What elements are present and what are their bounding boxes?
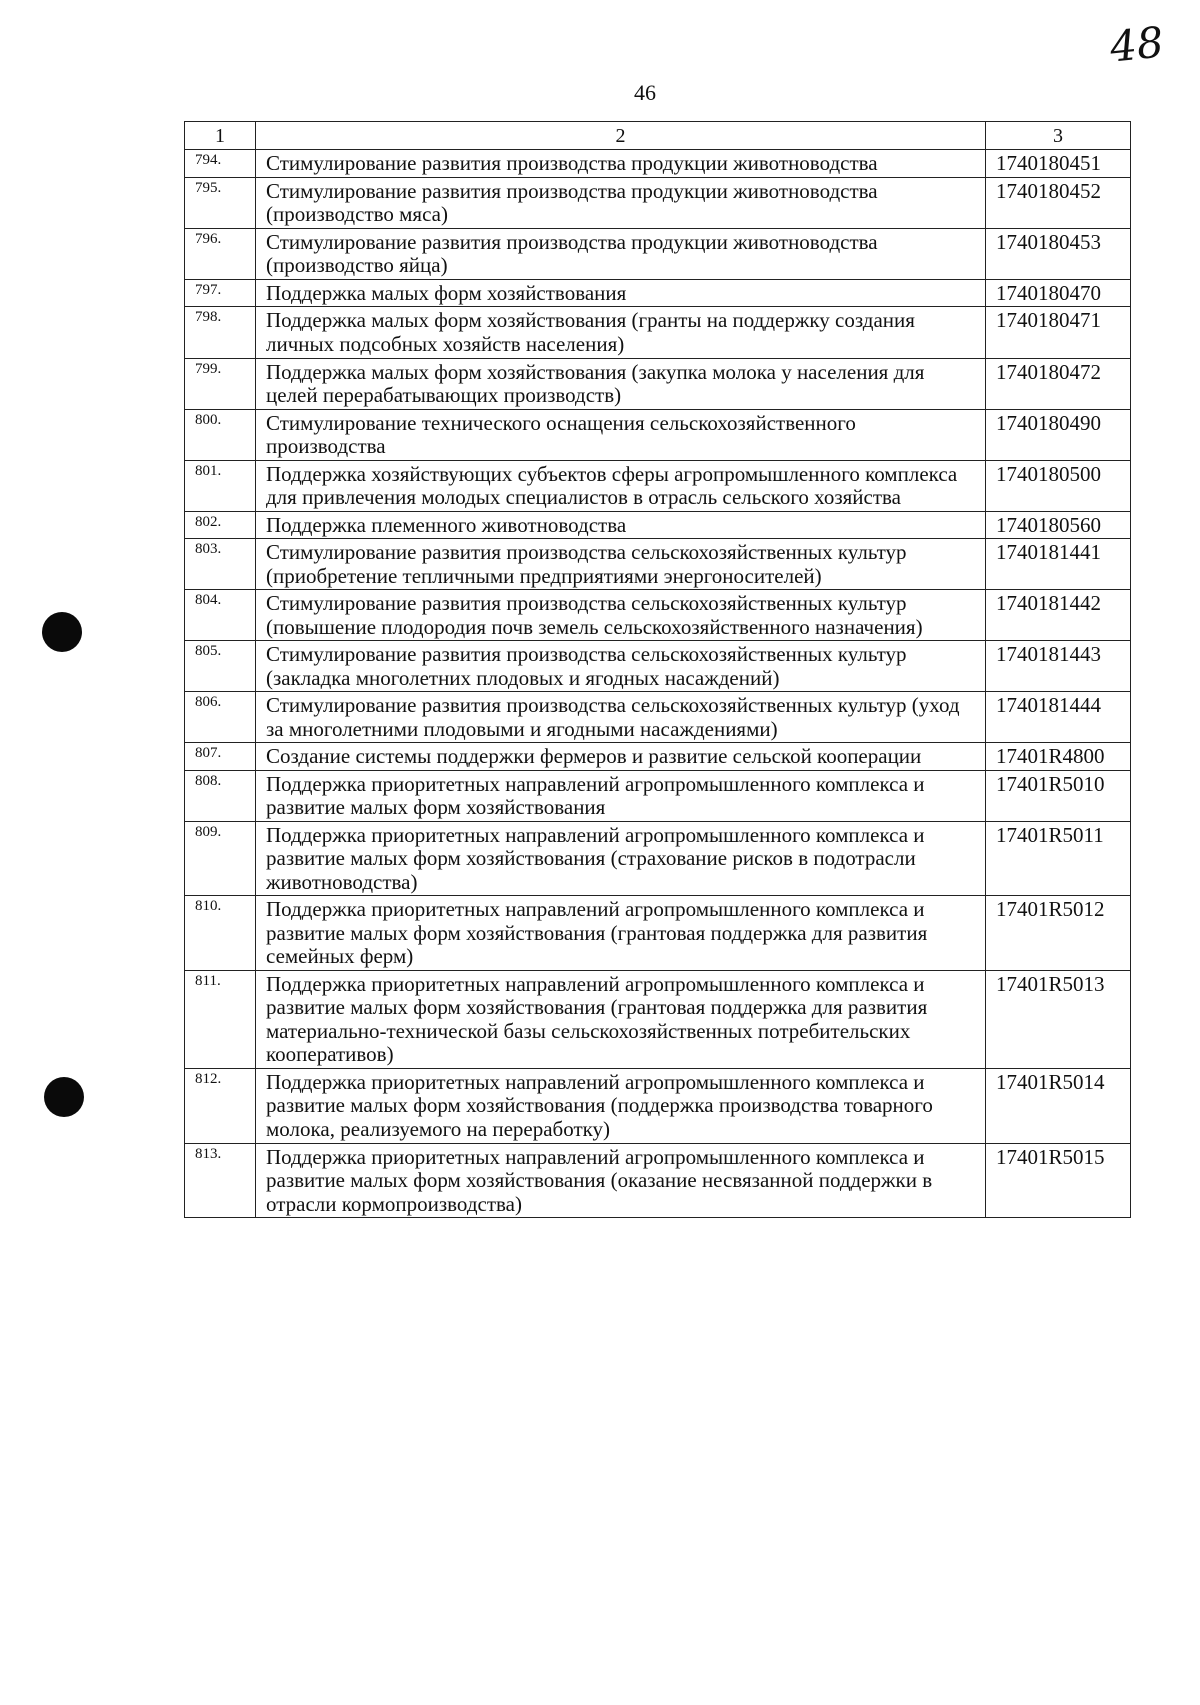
row-number: 808. xyxy=(185,770,256,821)
table-body xyxy=(185,150,1131,1218)
row-code: 1740180451 xyxy=(986,150,1131,178)
table-row xyxy=(185,896,1131,971)
row-code: 1740180490 xyxy=(986,409,1131,460)
row-number: 798. xyxy=(185,307,256,358)
table-row xyxy=(185,1143,1131,1218)
page-number: 46 xyxy=(634,80,656,105)
row-name: Поддержка хозяйствующих субъектов сферы агропромышленного комплекса для привлечения молодых специалистов в отрасль сельского хозяйства xyxy=(256,460,986,511)
punch-hole xyxy=(44,1077,84,1117)
row-name: Поддержка малых форм хозяйствования xyxy=(256,279,986,307)
row-number: 803. xyxy=(185,539,256,590)
punch-hole xyxy=(42,612,82,652)
budget-classification-table xyxy=(184,121,1131,1218)
row-number: 804. xyxy=(185,590,256,641)
row-number: 797. xyxy=(185,279,256,307)
row-code: 1740180560 xyxy=(986,511,1131,539)
row-name: Поддержка приоритетных направлений агропромышленного комплекса и развитие малых форм хозяйствования (поддержка производства товарного молока, реализуемого на переработку) xyxy=(256,1068,986,1143)
row-code: 1740181444 xyxy=(986,692,1131,743)
row-code: 1740180453 xyxy=(986,228,1131,279)
row-name: Поддержка приоритетных направлений агропромышленного комплекса и развитие малых форм хозяйствования xyxy=(256,770,986,821)
row-name: Стимулирование развития производства сельскохозяйственных культур (закладка многолетних плодовых и ягодных насаждений) xyxy=(256,641,986,692)
row-code: 17401R5010 xyxy=(986,770,1131,821)
row-name: Стимулирование развития производства сельскохозяйственных культур (повышение плодородия почв земель сельскохозяйственного назначения) xyxy=(256,590,986,641)
table-row xyxy=(185,1068,1131,1143)
table-row xyxy=(185,228,1131,279)
table-row xyxy=(185,692,1131,743)
row-name: Поддержка малых форм хозяйствования (гранты на поддержку создания личных подсобных хозяйств населения) xyxy=(256,307,986,358)
row-number: 796. xyxy=(185,228,256,279)
row-number: 805. xyxy=(185,641,256,692)
row-number: 802. xyxy=(185,511,256,539)
row-code: 17401R5011 xyxy=(986,821,1131,896)
table-row xyxy=(185,279,1131,307)
row-name: Стимулирование развития производства продукции животноводства (производство мяса) xyxy=(256,177,986,228)
table-row xyxy=(185,970,1131,1068)
row-name: Стимулирование технического оснащения сельскохозяйственного производства xyxy=(256,409,986,460)
row-number: 809. xyxy=(185,821,256,896)
row-code: 1740180471 xyxy=(986,307,1131,358)
row-code: 17401R5012 xyxy=(986,896,1131,971)
table-row xyxy=(185,590,1131,641)
row-name: Поддержка малых форм хозяйствования (закупка молока у населения для целей перерабатывающих производств) xyxy=(256,358,986,409)
row-code: 17401R4800 xyxy=(986,743,1131,771)
handwritten-page-mark: 48 xyxy=(1107,17,1166,72)
row-name: Поддержка приоритетных направлений агропромышленного комплекса и развитие малых форм хозяйствования (страхование рисков в подотрасли животноводства) xyxy=(256,821,986,896)
row-code: 1740180500 xyxy=(986,460,1131,511)
row-number: 812. xyxy=(185,1068,256,1143)
row-name: Поддержка приоритетных направлений агропромышленного комплекса и развитие малых форм хозяйствования (оказание несвязанной поддержки в отрасли кормопроизводства) xyxy=(256,1143,986,1218)
row-number: 807. xyxy=(185,743,256,771)
row-name: Стимулирование развития производства сельскохозяйственных культур (приобретение тепличными предприятиями энергоносителей) xyxy=(256,539,986,590)
column-header-1: 1 xyxy=(185,122,256,150)
row-name: Стимулирование развития производства продукции животноводства xyxy=(256,150,986,178)
table-row xyxy=(185,770,1131,821)
table-row xyxy=(185,307,1131,358)
table-row xyxy=(185,150,1131,178)
row-number: 810. xyxy=(185,896,256,971)
row-code: 1740181442 xyxy=(986,590,1131,641)
column-header-2: 2 xyxy=(256,122,986,150)
row-code: 1740180470 xyxy=(986,279,1131,307)
table-header xyxy=(185,122,1131,150)
table-row xyxy=(185,177,1131,228)
row-number: 801. xyxy=(185,460,256,511)
table-row xyxy=(185,409,1131,460)
row-name: Стимулирование развития производства сельскохозяйственных культур (уход за многолетними плодовыми и ягодными насаждениями) xyxy=(256,692,986,743)
row-name: Поддержка приоритетных направлений агропромышленного комплекса и развитие малых форм хозяйствования (грантовая поддержка для развития семейных ферм) xyxy=(256,896,986,971)
row-name: Поддержка племенного животноводства xyxy=(256,511,986,539)
row-number: 800. xyxy=(185,409,256,460)
row-code: 1740181443 xyxy=(986,641,1131,692)
table-row xyxy=(185,821,1131,896)
table-row xyxy=(185,511,1131,539)
row-number: 806. xyxy=(185,692,256,743)
row-code: 1740180472 xyxy=(986,358,1131,409)
row-code: 17401R5015 xyxy=(986,1143,1131,1218)
header-row xyxy=(185,122,1131,150)
table-row xyxy=(185,358,1131,409)
table-row xyxy=(185,460,1131,511)
row-code: 17401R5014 xyxy=(986,1068,1131,1143)
row-number: 794. xyxy=(185,150,256,178)
row-number: 799. xyxy=(185,358,256,409)
row-code: 1740181441 xyxy=(986,539,1131,590)
column-header-3: 3 xyxy=(986,122,1131,150)
row-name: Стимулирование развития производства продукции животноводства (производство яйца) xyxy=(256,228,986,279)
table-row xyxy=(185,539,1131,590)
row-name: Поддержка приоритетных направлений агропромышленного комплекса и развитие малых форм хозяйствования (грантовая поддержка для развития материально-технической базы сельскохозяйственных потребительских кооперативов) xyxy=(256,970,986,1068)
row-name: Создание системы поддержки фермеров и развитие сельской кооперации xyxy=(256,743,986,771)
row-number: 795. xyxy=(185,177,256,228)
table-row xyxy=(185,641,1131,692)
row-number: 811. xyxy=(185,970,256,1068)
row-number: 813. xyxy=(185,1143,256,1218)
row-code: 17401R5013 xyxy=(986,970,1131,1068)
table-row xyxy=(185,743,1131,771)
row-code: 1740180452 xyxy=(986,177,1131,228)
